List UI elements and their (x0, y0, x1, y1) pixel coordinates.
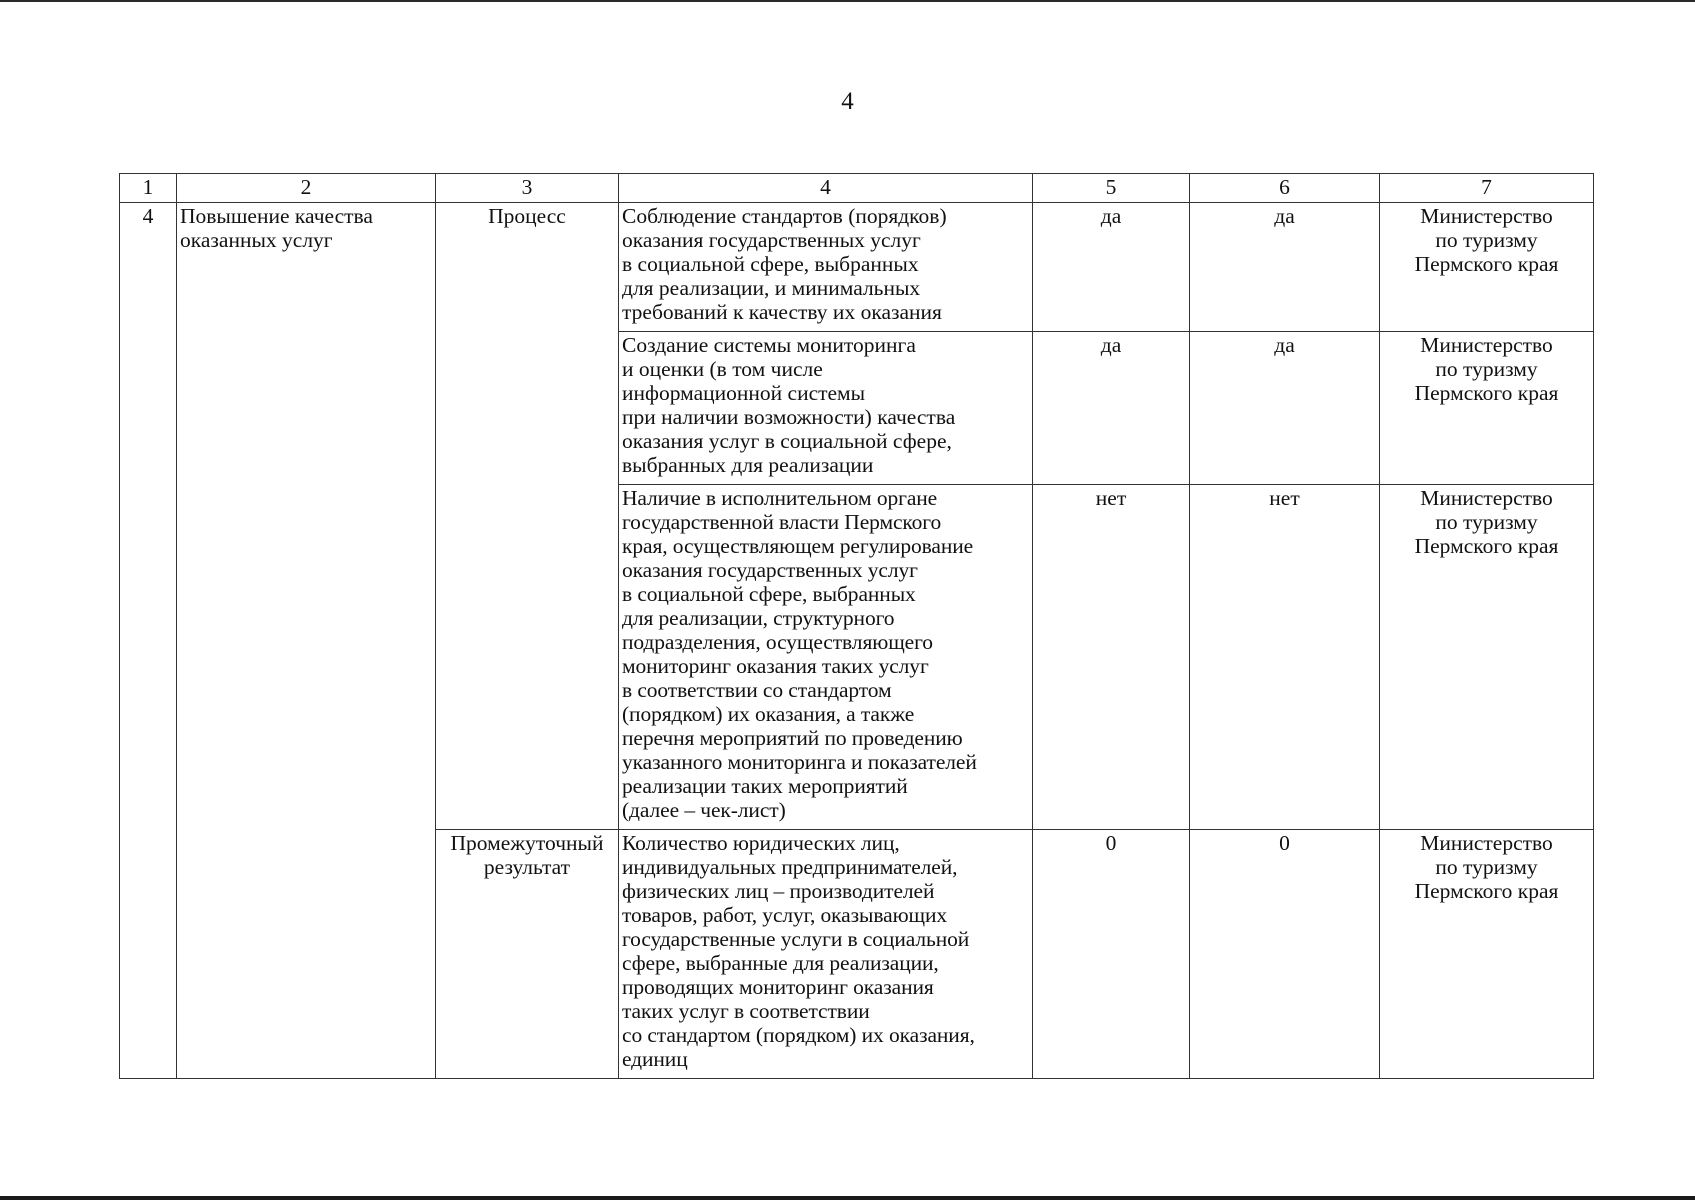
col5-cell: нет (1033, 485, 1190, 830)
page-number: 4 (841, 88, 854, 115)
indicator-cell: Соблюдение стандартов (порядков) оказания государственных услуг в социальной сфере, выбранных для реализации, и минимальных требований к качеству их оказания (619, 203, 1033, 332)
header-cell-4: 4 (619, 174, 1033, 203)
col6-cell: да (1190, 203, 1380, 332)
scan-edge-top (0, 0, 1695, 2)
indicator-cell: Наличие в исполнительном органе государственной власти Пермского края, осуществляющем регулирование оказания государственных услуг в социальной сфере, выбранных для реализации, структурного подразделения, осуществляющего мониторинг оказания таких услуг в соответствии со стандартом (порядком) их оказания, а также перечня мероприятий по проведению указанного мониторинга и показателей реализации таких мероприятий (далее – чек-лист) (619, 485, 1033, 830)
header-cell-3: 3 (436, 174, 619, 203)
header-cell-2: 2 (177, 174, 436, 203)
indicator-cell: Количество юридических лиц, индивидуальных предпринимателей, физических лиц – производителей товаров, работ, услуг, оказывающих государственные услуги в социальной сфере, выбранные для реализации, проводящих мониторинг оказания таких услуг в соответствии со стандартом (порядком) их оказания, единиц (619, 830, 1033, 1079)
header-cell-7: 7 (1380, 174, 1594, 203)
responsible-cell: Министерство по туризму Пермского края (1380, 485, 1594, 830)
group-name-cell: Повышение качества оказанных услуг (177, 203, 436, 1079)
responsible-cell: Министерство по туризму Пермского края (1380, 332, 1594, 485)
table-row (120, 203, 1594, 332)
responsible-cell: Министерство по туризму Пермского края (1380, 830, 1594, 1079)
stage-cell: Промежуточный результат (436, 830, 619, 1079)
table-header-row (120, 174, 1594, 203)
indicator-cell: Создание системы мониторинга и оценки (в том числе информационной системы при наличии возможности) качества оказания услуг в социальной сфере, выбранных для реализации (619, 332, 1033, 485)
header-cell-1: 1 (120, 174, 177, 203)
group-number-cell: 4 (120, 203, 177, 1079)
header-cell-5: 5 (1033, 174, 1190, 203)
header-cell-6: 6 (1190, 174, 1380, 203)
scan-edge-bottom (0, 1196, 1695, 1200)
col5-cell: 0 (1033, 830, 1190, 1079)
data-table (119, 173, 1594, 1079)
col6-cell: да (1190, 332, 1380, 485)
col5-cell: да (1033, 332, 1190, 485)
col6-cell: 0 (1190, 830, 1380, 1079)
col6-cell: нет (1190, 485, 1380, 830)
responsible-cell: Министерство по туризму Пермского края (1380, 203, 1594, 332)
col5-cell: да (1033, 203, 1190, 332)
stage-cell: Процесс (436, 203, 619, 830)
